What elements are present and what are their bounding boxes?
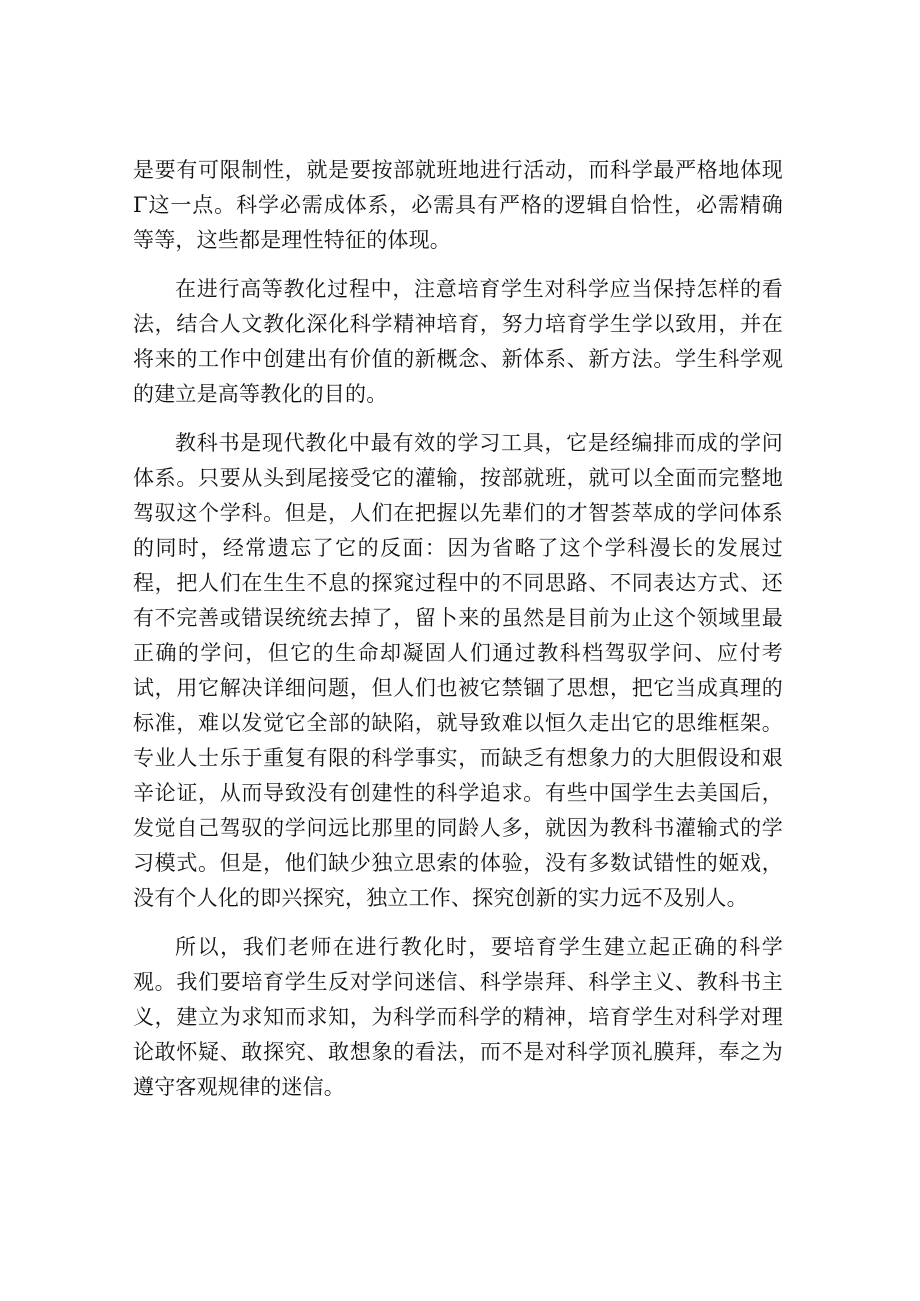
paragraph-2: 在进行高等教化过程中，注意培育学生对科学应当保持怎样的看法，结合人文教化深化科学精神培育，努力培育学生学以致用，并在将来的工作中创建出有价值的新概念、新体系、新方法。学生科学观的建立是高等教化的目的。 [133,277,783,406]
document-page [133,153,783,1119]
paragraph-1: 是要有可限制性，就是要按部就班地进行活动，而科学最严格地体现Γ这一点。科学必需成体系，必需具有严格的逻辑自恰性，必需精确等等，这些都是理性特征的体现。 [133,158,783,252]
paragraph-4: 所以，我们老师在进行教化时，要培育学生建立起正确的科学观。我们要培育学生反对学问迷信、科学崇拜、科学主义、教科书主义，建立为求知而求知，为科学而科学的精神，培育学生对科学对理论敢怀疑、敢探究、敢想象的看法，而不是对科学顶礼膜拜，奉之为遵守客观规律的迷信。 [133,935,783,1099]
paragraph-3: 教科书是现代教化中最有效的学习工具，它是经编排而成的学问体系。只要从头到尾接受它的灌输，按部就班，就可以全面而完整地驾驭这个学科。但是，人们在把握以先辈们的才智荟萃成的学问体系的同时，经常遗忘了它的反面：因为省略了这个学科漫长的发展过程，把人们在生生不息的探窕过程中的不同思路、不同表达方式、还有不完善或错误统统去掉了，留卜来的虽然是目前为止这个领域里最正确的学问，但它的生命却凝固人们通过教科档驾驭学问、应付考试，用它解决详细问题，但人们也被它禁锢了思想，把它当成真理的标准，难以发觉它全部的缺陷，就导致难以恒久走出它的思维框架。专业人士乐于重复有限的科学事实，而缺乏有想象力的大胆假设和艰辛论证，从而导致没有创建性的科学追求。有些中国学生去美国后，发觉自己驾驭的学问远比那里的同龄人多，就因为教科书灌输式的学习模式。但是，他们缺少独立思索的体验，没有多数试错性的姬戏，没有个人化的即兴探究，独立工作、探究创新的实力远不及别人。 [133,431,783,910]
